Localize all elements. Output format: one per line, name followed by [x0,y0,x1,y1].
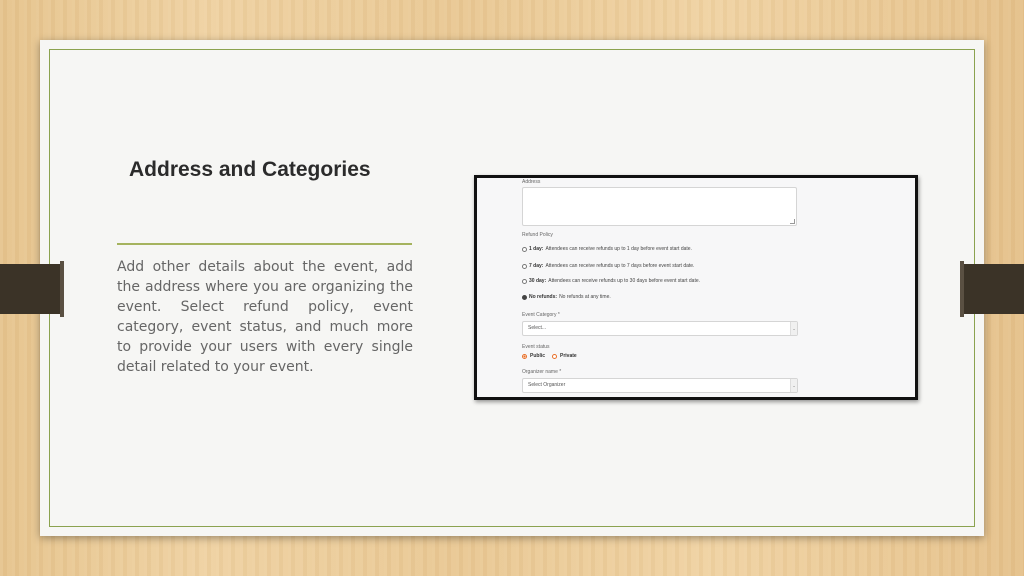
refund-option-key: 30 day: [529,278,547,284]
radio-icon[interactable] [552,354,557,359]
radio-icon[interactable] [522,247,527,252]
event-status-options [522,353,577,359]
radio-selected-icon[interactable] [522,354,527,359]
organizer-select[interactable] [522,378,798,393]
slide-description: Add other details about the event, add the address where you are organizing the event. Select refund policy, event category, event status, and much more to provide your users with every single detail related to your event. [117,259,413,375]
radio-selected-icon[interactable] [522,295,527,300]
event-category-value: Select... [528,325,547,331]
refund-option-7-day[interactable] [522,263,694,269]
refund-option-text: Attendees can receive refunds up to 30 days before event start date. [548,278,700,284]
left-binder-tab [0,264,64,314]
refund-option-1-day[interactable] [522,246,692,252]
status-private-label[interactable]: Private [560,353,577,359]
refund-option-text: Attendees can receive refunds up to 1 day before event start date. [545,246,692,252]
refund-option-key: 7 day: [529,263,544,269]
organizer-value: Select Organizer [528,382,566,388]
refund-option-text: No refunds at any time. [559,294,611,300]
radio-icon[interactable] [522,279,527,284]
status-public-label[interactable]: Public [530,353,546,359]
chevron-down-icon[interactable]: ⌄ [790,322,797,335]
slide-title: Address and Categories [129,158,371,181]
event-category-select[interactable] [522,321,798,336]
radio-icon[interactable] [522,264,527,269]
refund-option-key: No refunds: [529,294,558,300]
refund-option-no-refunds[interactable] [522,294,611,300]
event-category-label: Event Category * [522,312,560,318]
refund-option-key: 1 day: [529,246,544,252]
address-textarea[interactable] [522,187,797,226]
chevron-down-icon[interactable]: ⌄ [790,379,797,392]
refund-option-text: Attendees can receive refunds up to 7 days before event start date. [545,263,695,269]
organizer-label: Organizer name * [522,369,562,375]
right-binder-tab [960,264,1024,314]
refund-option-30-day[interactable] [522,278,700,284]
address-label: Address [522,179,541,185]
form-screenshot [474,175,918,400]
title-divider [117,243,412,245]
event-status-label: Event status [522,344,550,350]
refund-policy-label: Refund Policy [522,232,553,238]
